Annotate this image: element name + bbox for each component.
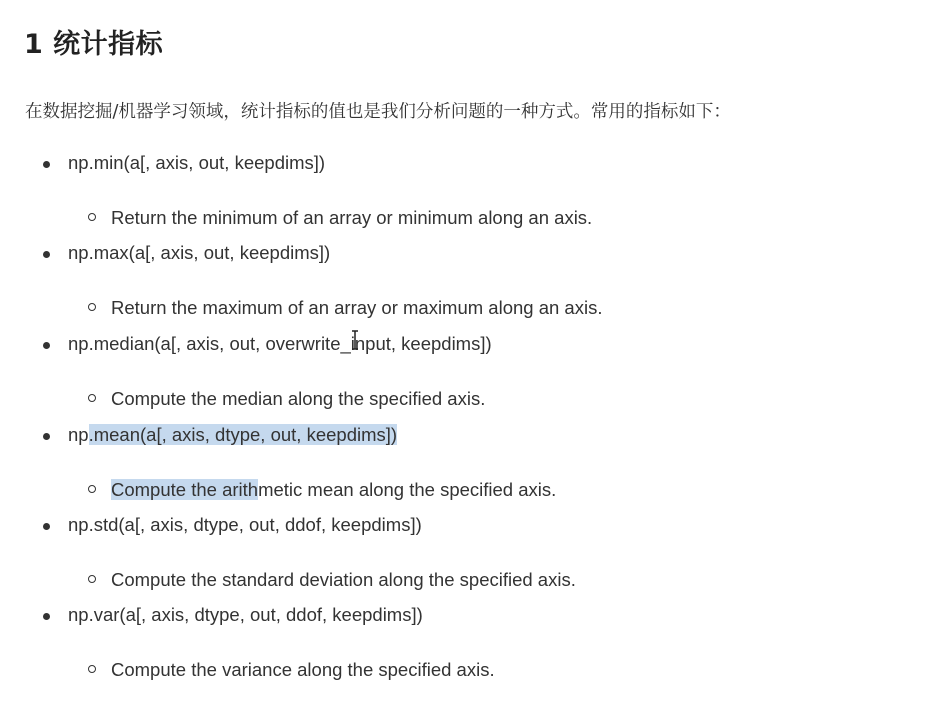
intro-paragraph: 在数据挖掘/机器学习领域，统计指标的值也是我们分析问题的一种方式。常用的指标如下： [25,102,731,122]
signature-text: np [68,424,89,445]
text-cursor-icon [350,330,360,350]
function-description: Return the maximum of an array or maximum along an axis. [111,297,603,318]
function-description: Compute the standard deviation along the specified axis. [111,569,576,590]
bullet-icon [43,342,50,349]
function-description: Return the minimum of an array or minimum along an axis. [111,207,593,228]
bullet-icon [43,161,50,168]
function-signature: np.median(a[, axis, out, overwrite_input, keepdims]) [68,333,492,354]
function-description: Compute the median along the specified axis. [111,388,486,409]
sub-bullet-icon [88,665,96,673]
text-selection[interactable]: .mean(a[, axis, dtype, out, keepdims]) [88,424,398,445]
function-signature: np.min(a[, axis, out, keepdims]) [68,152,326,173]
sub-bullet-icon [88,485,96,493]
function-signature: np.std(a[, axis, dtype, out, ddof, keepdims]) [68,514,422,535]
function-description[interactable] [111,479,556,501]
bullet-icon [43,433,50,440]
function-signature[interactable] [68,424,397,446]
sub-bullet-icon [88,213,96,221]
bullet-icon [43,523,50,530]
bullet-icon [43,251,50,258]
sub-bullet-icon [88,303,96,311]
page-title: 1 统计指标 [24,29,164,60]
sub-bullet-icon [88,394,96,402]
description-text: metic mean along the specified axis. [258,479,557,500]
function-signature: np.max(a[, axis, out, keepdims]) [68,242,331,263]
text-selection[interactable]: Compute the arith [111,479,259,500]
function-signature: np.var(a[, axis, dtype, out, ddof, keepdims]) [68,604,423,625]
sub-bullet-icon [88,575,96,583]
function-description: Compute the variance along the specified axis. [111,659,495,680]
bullet-icon [43,613,50,620]
